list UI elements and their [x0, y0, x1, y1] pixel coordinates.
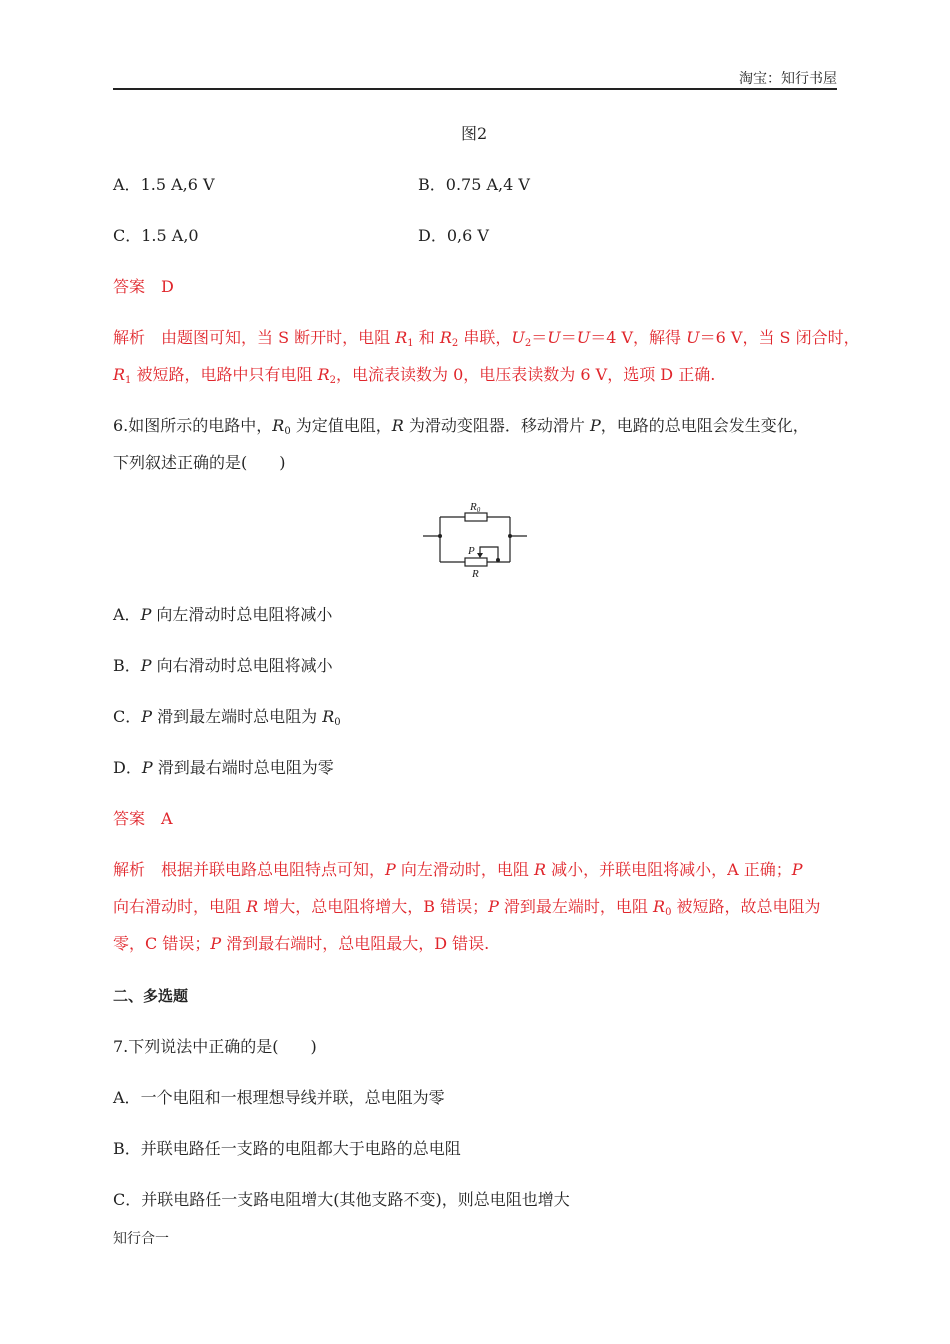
symbol-r: R — [272, 416, 285, 435]
circuit-diagram — [418, 495, 533, 580]
label-r0-letter: R — [470, 501, 477, 513]
option-text: 并联电路任一支路电阻增大(其他支路不变)，则总电阻也增大 — [141, 1190, 570, 1209]
analysis-text: 增大，总电阻将增大，B 错误； — [258, 897, 489, 916]
q6-stem-line1 — [113, 416, 809, 436]
subscript: 2 — [329, 375, 337, 386]
analysis-text: 和 — [413, 328, 440, 347]
answer-value: D — [161, 277, 174, 296]
symbol-p: P — [140, 656, 152, 675]
stem-text: 为滑动变阻器．移动滑片 — [403, 416, 591, 435]
subscript: 1 — [125, 375, 132, 386]
analysis-text: ＝ — [531, 328, 548, 347]
analysis-text: 根据并联电路总电阻特点可知， — [161, 860, 386, 879]
option-letter: A． — [113, 605, 141, 624]
q6-stem-line2: 下列叙述正确的是( ) — [113, 453, 286, 472]
symbol-p: P — [141, 707, 153, 726]
symbol-r: R — [439, 328, 452, 347]
option-text: 向左滑动时总电阻将减小 — [151, 605, 333, 624]
analysis-text: 由题图可知，当 S 断开时，电阻 — [161, 328, 396, 347]
option-text: 1.5 A,6 V — [140, 175, 215, 194]
q6-analysis-line2 — [113, 897, 821, 917]
symbol-u: U — [576, 328, 591, 347]
subscript: 2 — [451, 338, 459, 349]
junction-right — [508, 534, 512, 538]
q5-analysis-line1 — [113, 328, 860, 348]
analysis-text: 零，C 错误； — [113, 934, 211, 953]
symbol-p: P — [210, 934, 222, 953]
label-r0-sub: 0 — [476, 506, 481, 514]
symbol-p: P — [141, 758, 153, 777]
junction-left — [438, 534, 442, 538]
junction-slider — [496, 558, 500, 562]
label-r0 — [469, 501, 481, 514]
q6-analysis-line3 — [113, 934, 489, 954]
subscript: 2 — [524, 338, 532, 349]
q7-option-b — [113, 1139, 461, 1159]
q5-option-c — [113, 226, 199, 246]
symbol-u: U — [511, 328, 525, 347]
q7-option-a — [113, 1088, 445, 1108]
q6-analysis-line1 — [113, 860, 803, 880]
label-p: P — [468, 545, 475, 557]
symbol-r: R — [113, 365, 126, 384]
section-title: 二、多选题 — [113, 987, 189, 1005]
footer-brand: 知行合一 — [113, 1231, 169, 1247]
rheostat-r — [465, 558, 487, 566]
q7-option-c — [113, 1190, 570, 1210]
option-letter: B． — [113, 1139, 141, 1158]
stem-text: 6.如图所示的电路中， — [113, 416, 273, 435]
symbol-p: P — [385, 860, 396, 879]
q6-option-c — [113, 707, 341, 727]
analysis-text: 向右滑动时，电阻 — [113, 897, 247, 916]
subscript: 0 — [284, 426, 291, 437]
option-letter: C． — [113, 226, 142, 245]
option-letter: C． — [113, 1190, 142, 1209]
q7-stem: 7.下列说法中正确的是( ) — [113, 1037, 317, 1056]
answer-label: 答案 — [113, 277, 146, 296]
option-letter: D． — [113, 758, 142, 777]
analysis-text: ＝ — [560, 328, 577, 347]
q6-option-b — [113, 656, 333, 676]
answer-value: A — [161, 809, 173, 828]
header-shop: 淘宝：知行书屋 — [739, 71, 837, 87]
q5-option-b — [418, 175, 530, 195]
analysis-text: 被短路，故总电阻为 — [671, 897, 821, 916]
analysis-text: 串联， — [458, 328, 512, 347]
symbol-u: U — [686, 328, 700, 347]
option-letter: D． — [418, 226, 447, 245]
symbol-p: P — [791, 860, 803, 879]
analysis-text: ，电流表读数为 0，电压表读数为 6 V，选项 D 正确. — [336, 365, 716, 384]
symbol-r: R — [395, 328, 408, 347]
subscript: 0 — [665, 907, 672, 918]
option-text: 0,6 V — [446, 226, 489, 245]
answer-label: 答案 — [113, 809, 146, 828]
figure-caption: 图2 — [461, 124, 488, 143]
symbol-p: P — [488, 897, 499, 916]
symbol-u: U — [547, 328, 561, 347]
symbol-r: R — [653, 897, 666, 916]
option-text: 滑到最右端时总电阻为零 — [152, 758, 334, 777]
analysis-text: 被短路，电路中只有电阻 — [131, 365, 318, 384]
analysis-text: 向左滑动时，电阻 — [395, 860, 534, 879]
analysis-text: ＝6 V，当 S 闭合时， — [699, 328, 860, 347]
q6-answer — [113, 809, 173, 829]
q5-analysis-line2 — [113, 365, 715, 385]
analysis-label: 解析 — [113, 328, 146, 347]
symbol-r: R — [533, 860, 547, 879]
option-text: 1.5 A,0 — [141, 226, 199, 245]
option-text: 并联电路任一支路的电阻都大于电路的总电阻 — [140, 1139, 461, 1158]
analysis-label: 解析 — [113, 860, 146, 879]
symbol-p: P — [590, 416, 601, 435]
analysis-text: 滑到最左端时，电阻 — [498, 897, 654, 916]
symbol-r: R — [317, 365, 330, 384]
option-text: 0.75 A,4 V — [445, 175, 530, 194]
slider-arrow-head — [477, 553, 483, 558]
option-letter: B． — [113, 656, 141, 675]
resistor-r0 — [465, 513, 487, 521]
option-letter: B． — [418, 175, 446, 194]
option-letter: A． — [113, 175, 141, 194]
symbol-p: P — [140, 605, 152, 624]
label-r: R — [472, 568, 479, 580]
analysis-text: 减小，并联电阻将减小，A 正确； — [546, 860, 792, 879]
stem-text: ，电路的总电阻会发生变化， — [600, 416, 809, 435]
q6-option-d — [113, 758, 334, 778]
stem-text: 为定值电阻， — [290, 416, 392, 435]
symbol-r: R — [246, 897, 259, 916]
q5-option-d — [418, 226, 489, 246]
q6-option-a — [113, 605, 332, 625]
option-letter: A． — [113, 1088, 141, 1107]
option-letter: C． — [113, 707, 142, 726]
q5-answer — [113, 277, 174, 297]
option-text: 向右滑动时总电阻将减小 — [151, 656, 333, 675]
option-text: 滑到最左端时总电阻为 — [152, 707, 323, 726]
q5-option-a — [113, 175, 215, 195]
header-rule — [113, 88, 837, 90]
subscript: 1 — [407, 338, 414, 349]
analysis-text: 滑到最右端时，总电阻最大，D 错误. — [221, 934, 490, 953]
subscript: 0 — [334, 717, 341, 728]
analysis-text: ＝4 V，解得 — [590, 328, 687, 347]
option-text: 一个电阻和一根理想导线并联，总电阻为零 — [140, 1088, 445, 1107]
symbol-r: R — [391, 416, 404, 435]
symbol-r: R — [322, 707, 335, 726]
